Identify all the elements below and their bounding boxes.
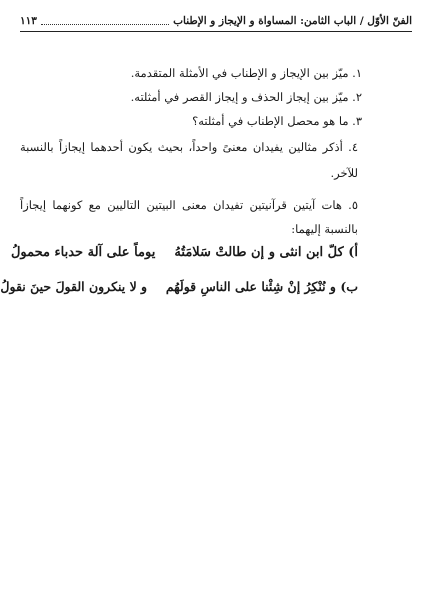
page-number: ١١٣: [20, 15, 37, 27]
verse-b-second-hemistich: و لا ينكرون القولَ حينَ نقولُ: [0, 279, 148, 294]
verse-b: [0, 277, 358, 297]
running-title: الفنّ الأوّل / الباب الثامن: المساواة و الإيجاز و الإطناب: [173, 15, 412, 27]
exercise-5-continuation: بالنسبة إليهما:: [291, 222, 358, 236]
leader-dots: [41, 24, 169, 25]
verse-a: [0, 243, 358, 263]
exercise-5: ٥. هات آيتين قرآنيتين تفيدان معنى البيتين التاليين مع كونهما إيجازاً: [20, 198, 358, 212]
verse-a-first-hemistich: أ) كلّ ابن انثى و إن طالتْ سَلامَتُهُ: [174, 245, 358, 260]
verse-a-second-hemistich: يوماً على آلة حدباء محمولُ: [10, 245, 156, 260]
header-rule: [20, 31, 412, 32]
exercise-1: ١. ميّز بين الإيجاز و الإطناب في الأمثلة المتقدمة.: [130, 66, 362, 80]
page-header: [20, 12, 412, 30]
exercise-4-continuation: للآخر.: [330, 166, 358, 180]
exercise-3: ٣. ما هو محصل الإطناب في أمثلته؟: [192, 114, 362, 128]
exercise-4: ٤. أذكر مثالين يفيدان معنىً واحداً، بحيث يكون أحدهما إيجازاً بالنسبة: [20, 140, 358, 154]
exercise-2: ٢. ميّز بين إيجاز الحذف و إيجاز القصر في أمثلته.: [130, 90, 362, 104]
verse-b-first-hemistich: ب) و نُنْكِرُ إنْ شِئْنا على الناسِ قولَهُم: [165, 279, 358, 294]
